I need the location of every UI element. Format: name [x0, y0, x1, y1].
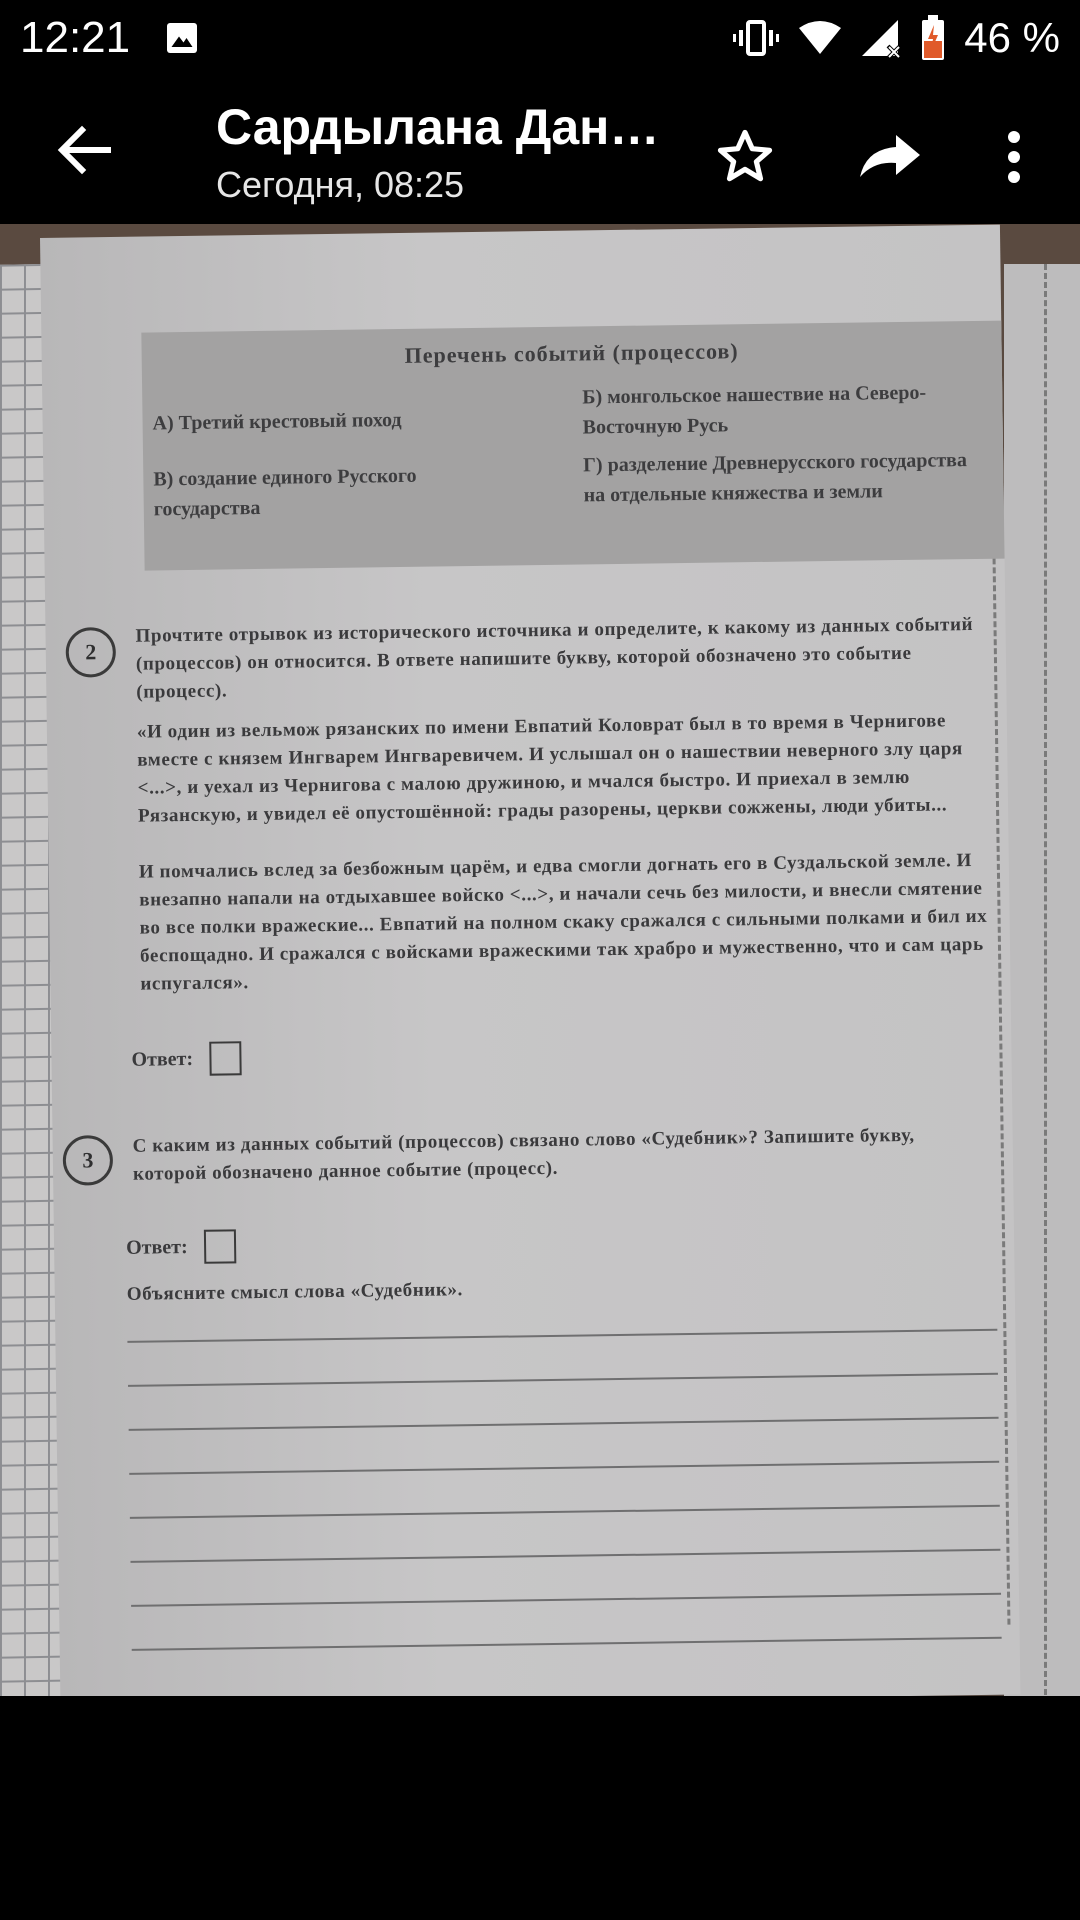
- writing-line: [130, 1505, 1000, 1519]
- battery-percentage: 46 %: [964, 14, 1060, 61]
- image-notification-icon: [164, 20, 200, 56]
- back-arrow-icon[interactable]: [52, 118, 116, 182]
- event-v: В) создание единого Русского государства: [153, 464, 417, 521]
- question-2-answer-label: Ответ:: [131, 1047, 194, 1071]
- question-3-answer-box: [204, 1229, 236, 1263]
- events-list-box: [141, 321, 1004, 571]
- writing-line: [132, 1637, 1002, 1651]
- status-bar: [0, 0, 1080, 76]
- events-list-title: Перечень событий (процессов): [404, 338, 739, 368]
- question-2-prompt: Прочтите отрывок из исторического источника и определите, к какому из данных событий (процессов) он относится. В ответе напишите букву, которой обозначено это событие (процесс).: [135, 614, 974, 703]
- app-bar: [0, 76, 1080, 224]
- writing-line: [131, 1593, 1001, 1607]
- question-number-3: 3: [63, 1135, 114, 1186]
- more-vert-icon[interactable]: [990, 122, 1038, 192]
- question-3-explain-prompt: Объясните смысл слова «Судебник».: [126, 1279, 464, 1305]
- writing-line: [130, 1549, 1000, 1563]
- question-number-2: 2: [65, 627, 116, 678]
- question-3-prompt: С каким из данных событий (процессов) связано слово «Судебник»? Запишите букву, которой обозначено данное событие (процесс).: [132, 1124, 915, 1185]
- workbook-page: [40, 225, 1020, 1696]
- signal-icon: [860, 18, 902, 58]
- star-icon[interactable]: [710, 122, 780, 192]
- question-2-excerpt-part1: «И один из вельмож рязанских по имени Евпатий Коловрат был в то время в Чернигове вместе с князем Ингварем Ингваревичем. И услышал он о нашествии неверного злу царя <...>, и уехал из Чернигова с малою дружиною, и мчался быстро. И приехал в землю Рязанскую, и увидел её опустошённой: грады разорены, церкви сожжены, люди убиты...: [136, 710, 963, 827]
- attached-photo[interactable]: [0, 224, 1080, 1696]
- battery-charging-icon: [920, 15, 946, 61]
- event-b: Б) монгольское нашествие на Северо-Восточную Русь: [582, 381, 927, 439]
- vibrate-icon: [732, 18, 780, 58]
- timestamp-subtitle: Сегодня, 08:25: [216, 164, 465, 205]
- share-icon[interactable]: [850, 124, 930, 188]
- event-g: Г) разделение Древнерусского государства на отдельные княжества и земли: [583, 449, 968, 507]
- writing-line: [129, 1417, 999, 1431]
- writing-line: [127, 1329, 997, 1343]
- chat-title: Сардылана Дан…: [216, 99, 660, 155]
- event-a: А) Третий крестовый поход: [152, 408, 402, 435]
- status-time: 12:21: [20, 13, 131, 62]
- question-2-excerpt-part2: И помчались вслед за безбожным царём, и едва смогли догнать его в Суздальской земле. И внезапно напали на отдыхавшее войско <...>, и начали сечь без милости, и внесли смятение во все полки вражеские... Евпатий на полном скаку сражался с сильными полками и бил их беспощадно. И сражался с войсками вражескими так храбро и мужественно, что и сам царь испугался».: [138, 850, 988, 995]
- question-2-answer-box: [209, 1041, 241, 1075]
- writing-line: [129, 1461, 999, 1475]
- wifi-icon: [798, 20, 842, 56]
- question-3-answer-label: Ответ:: [125, 1236, 188, 1259]
- title-block: [216, 98, 676, 206]
- writing-line: [128, 1373, 998, 1387]
